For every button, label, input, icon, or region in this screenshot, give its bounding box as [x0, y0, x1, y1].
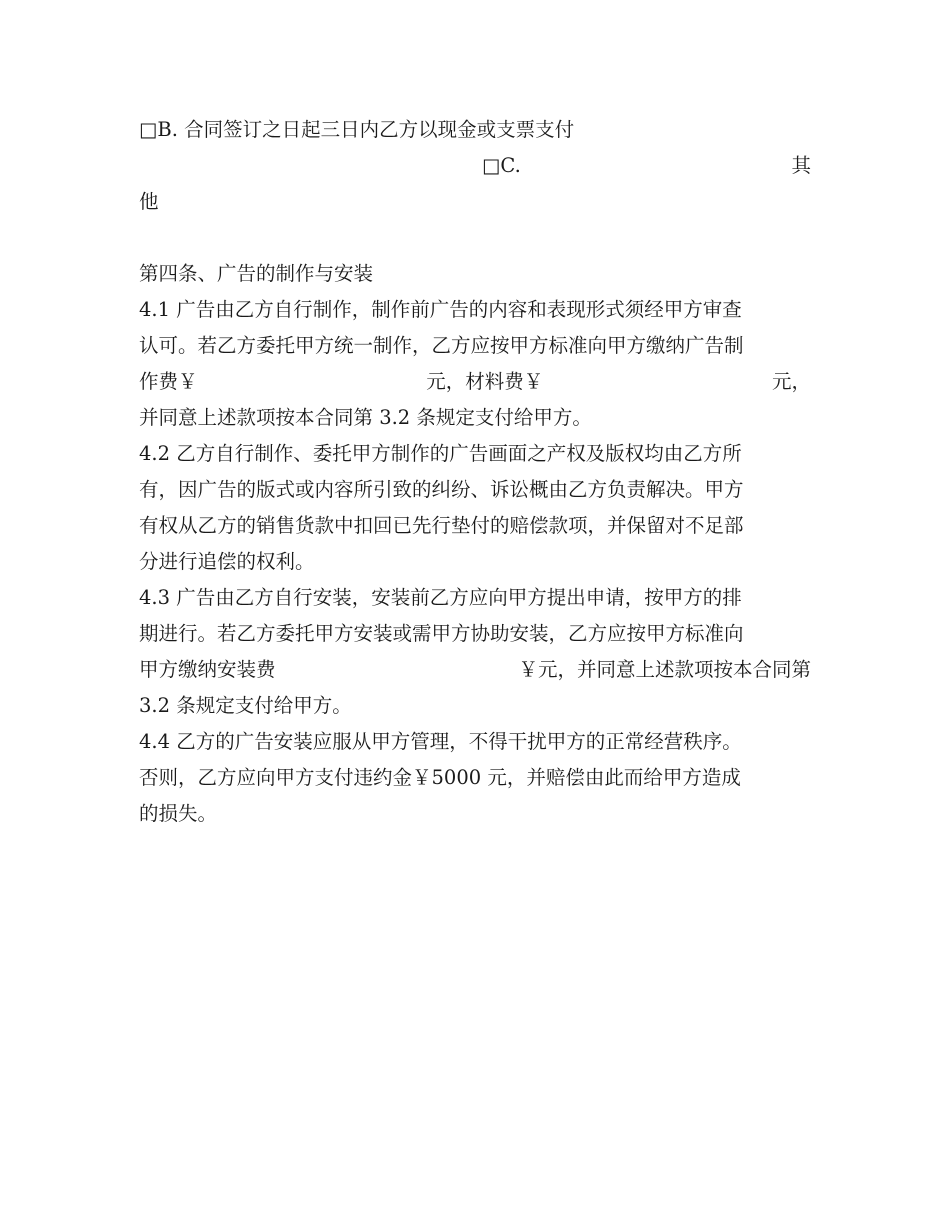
clause-4-3-line: 期进行。若乙方委托甲方安装或需甲方协助安装，乙方应按甲方标准向: [139, 622, 744, 645]
clause-4-1-line: 认可。若乙方委托甲方统一制作，乙方应按甲方标准向甲方缴纳广告制: [139, 334, 744, 357]
payment-option-c: [139, 148, 811, 184]
option-c-text-part2: 他: [139, 190, 159, 213]
article-4-heading: 第四条、广告的制作与安装: [139, 262, 374, 285]
production-fee-label: 作费￥: [139, 370, 198, 393]
material-fee-label: 元，材料费￥: [426, 370, 544, 393]
installation-fee-label: 甲方缴纳安装费: [139, 658, 276, 681]
clause-4-1-fee-line: [139, 364, 811, 400]
clause-4-3-fee-line: [139, 652, 811, 688]
clause-4-2-line: 有权从乙方的销售货款中扣回已先行垫付的赔偿款项，并保留对不足部: [139, 514, 744, 537]
clause-4-1: [139, 292, 811, 436]
clause-4-1-line: 并同意上述款项按本合同第 3.2 条规定支付给甲方。: [139, 406, 592, 429]
clause-4-4: [139, 724, 811, 832]
clause-4-4-line: 否则，乙方应向甲方支付违约金￥5000 元，并赔偿由此而给甲方造成: [139, 766, 741, 789]
clause-4-2-line: 分进行追偿的权利。: [139, 550, 315, 573]
clause-4-3: [139, 580, 811, 724]
option-c-text-part1: 其: [791, 154, 811, 177]
installation-fee-terms: ￥元，并同意上述款项按本合同第: [518, 658, 811, 681]
option-c-label: □C.: [482, 154, 521, 177]
document-page: [139, 112, 811, 832]
clause-4-4-line: 的损失。: [139, 802, 218, 825]
clause-4-2-line: 有，因广告的版式或内容所引致的纠纷、诉讼概由乙方负责解决。甲方: [139, 478, 744, 501]
clause-4-2: [139, 436, 811, 580]
clause-4-3-line: 4.3 广告由乙方自行安装，安装前乙方应向甲方提出申请，按甲方的排: [139, 586, 742, 609]
clause-4-2-line: 4.2 乙方自行制作、委托甲方制作的广告画面之产权及版权均由乙方所: [139, 442, 742, 465]
clause-4-3-line: 3.2 条规定支付给甲方。: [139, 694, 352, 717]
clause-4-1-line: 4.1 广告由乙方自行制作，制作前广告的内容和表现形式须经甲方审查: [139, 298, 742, 321]
spacer: [139, 220, 811, 256]
clause-4-4-line: 4.4 乙方的广告安装应服从甲方管理，不得干扰甲方的正常经营秩序。: [139, 730, 742, 753]
fee-unit: 元，: [771, 370, 811, 393]
payment-option-b: □B. 合同签订之日起三日内乙方以现金或支票支付: [139, 118, 575, 141]
